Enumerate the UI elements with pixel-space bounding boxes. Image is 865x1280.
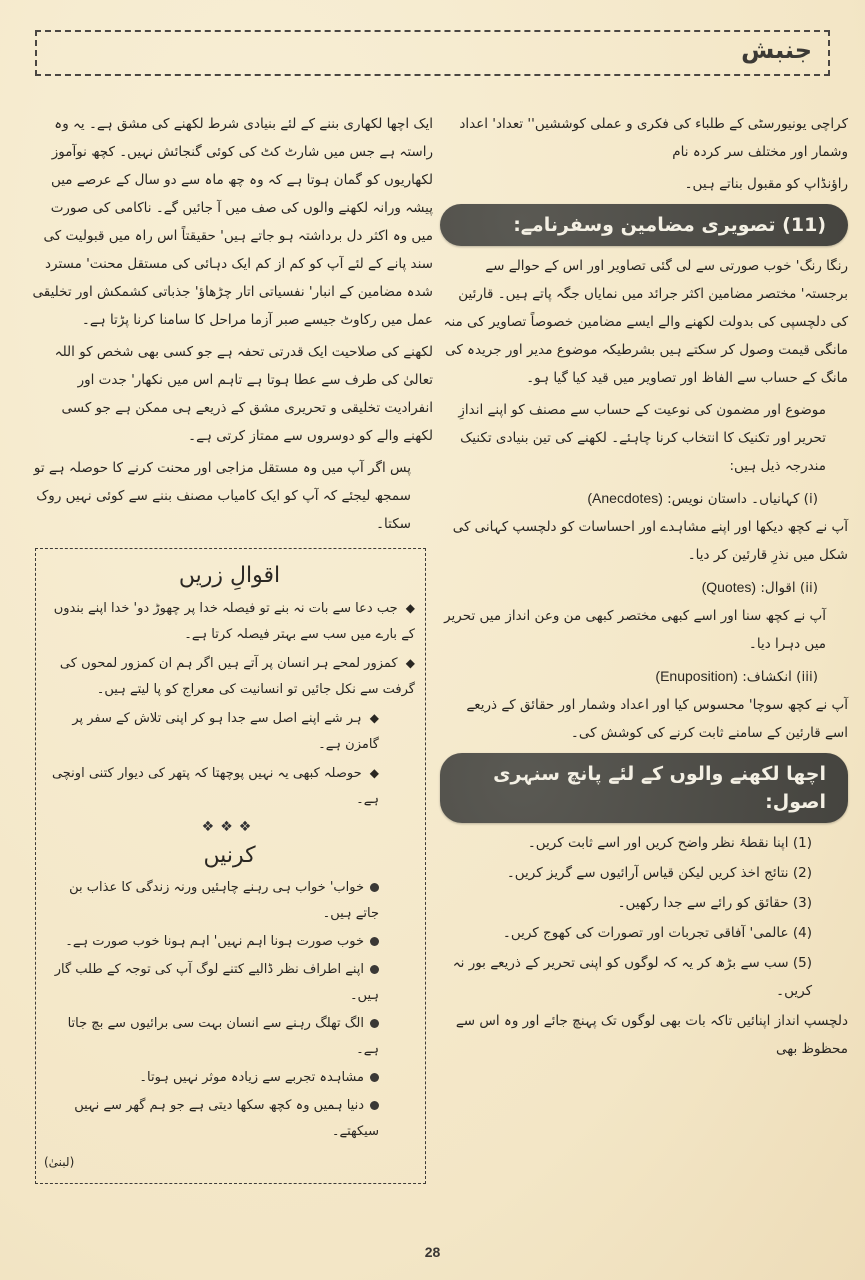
golden-rule-5: (5) سب سے بڑھ کر یہ کہ لوگوں کو اپنی تحریر کے ذریعے بور نہ کریں۔ bbox=[452, 955, 812, 999]
quote-item bbox=[44, 650, 415, 703]
left-paragraph-1: ایک اچھا لکھاری بننے کے لئے بنیادی شرط لکھنے کی مشق ہے۔ یہ وہ راستہ ہے جس میں شارٹ کٹ کی کوئی گنجائش نہیں۔ کچھ نوآموز لکھاریوں کو گمان ہوتا ہے کہ وہ چھ ماہ سے دو سال کے عرصے میں پیشہ ورانہ لکھنے والوں کی صف میں آ جائیں گے۔ ناکامی کی صورت میں وہ اکثر دل برداشتہ ہو جاتے ہیں' حقیقتاً اس راہ میں قبولیت کی سند پانے کے لئے آپ کو کم از کم ایک دہائی کی مستقل محنت' مسترد شدہ مضامین کے انبار' نفسیاتی اتار چڑھاؤ' جذباتی کشمکش اور تخلیقی عمل میں رکاوٹ جیسے صبر آزما مراحل کا سامنا کرنا پڑتا ہے۔ bbox=[32, 116, 433, 328]
circle-bullet-icon bbox=[370, 1101, 379, 1110]
technique-1-title-en: (Anecdotes) bbox=[587, 490, 663, 506]
diamond-bullet-icon: ◆ bbox=[405, 656, 415, 670]
quote-item bbox=[44, 760, 415, 813]
golden-sayings-title: اقوالِ زریں bbox=[178, 563, 281, 588]
quote-text: ہر شے اپنے اصل سے جدا ہو کر اپنی تلاش کے سفر پر گامزن ہے۔ bbox=[72, 711, 379, 752]
ray-text: خوب صورت ہونا اہم نہیں' اہم ہونا خوب صورت ہے۔ bbox=[65, 934, 364, 949]
ray-text: مشاہدہ تجربے سے زیادہ موثر نہیں ہوتا۔ bbox=[139, 1070, 364, 1085]
left-column bbox=[28, 110, 433, 1184]
technique-3-heading bbox=[440, 662, 848, 691]
technique-2-text: آپ نے کچھ سنا اور اسے کبھی مختصر کبھی من وعن انداز میں تحریر میں دہرا دیا۔ bbox=[444, 608, 826, 652]
circle-bullet-icon bbox=[370, 1019, 379, 1028]
ray-item bbox=[44, 1065, 415, 1091]
quote-text: حوصلہ کبھی یہ نہیں پوچھتا کہ پتھر کی دیوار کتنی اونچی ہے۔ bbox=[51, 766, 379, 807]
intro-line-2: راؤنڈاپ کو مقبول بناتے ہیں۔ bbox=[684, 176, 848, 192]
quote-text: کمزور لمحے ہر انسان پر آتے ہیں اگر ہم ان کمزور لمحوں کی گرفت سے نکل جائیں تو انسانیت کی معراج کو پا لیتے ہیں۔ bbox=[59, 656, 415, 697]
ray-text: اپنے اطراف نظر ڈالیے کتنے لوگ آپ کی توجہ کے طلب گار ہیں۔ bbox=[54, 962, 379, 1003]
magazine-section-title: جنبش bbox=[741, 36, 812, 64]
quote-text: جب دعا سے بات نہ بنے تو فیصلہ خدا پر چھوڑ دو' خدا اپنے بندوں کے بارے میں سب سے بہتر فیصلہ کرتا ہے۔ bbox=[53, 601, 415, 642]
ray-item bbox=[44, 1093, 415, 1145]
ray-item bbox=[44, 929, 415, 955]
golden-rule-4: (4) عالمی' آفاقی تجربات اور تصورات کی کھوج کریں۔ bbox=[502, 925, 812, 941]
circle-bullet-icon bbox=[370, 965, 379, 974]
intro-line-1: کراچی یونیورسٹی کے طلباء کی فکری و عملی کوششیں'' تعداد' اعداد وشمار اور مختلف سر کردہ نام bbox=[459, 116, 848, 160]
section-11-heading: (11) تصویری مضامین وسفرنامے: bbox=[440, 204, 848, 246]
ray-item bbox=[44, 957, 415, 1009]
diamond-bullet-icon: ◆ bbox=[369, 711, 379, 725]
section-11-paragraph-1: رنگا رنگ' خوب صورتی سے لی گئی تصاویر اور اس کے حوالے سے برجستہ' مختصر مضامین اکثر جرائد میں نمایاں جگہ پاتے ہیں۔ قارئین کی دلچسپی کی بدولت لکھنے والے ایسے مضامین خصوصاً تصاویر کی منہ مانگی قیمت وصول کر سکتے ہیں بشرطیکہ موضوع مدیر اور جریدہ کی مانگ کے حساب سے الفاظ اور تصاویر میں قید کیا گیا ہو۔ bbox=[443, 258, 848, 386]
golden-rule-2: (2) نتائج اخذ کریں لیکن قیاس آرائیوں سے گریز کریں۔ bbox=[506, 865, 812, 881]
left-paragraph-3: پس اگر آپ میں وہ مستقل مزاجی اور محنت کرنے کا حوصلہ ہے تو سمجھ لیجئے کہ آپ کو ایک کامیاب مصنف بننے سے کوئی نہیں روک سکتا۔ bbox=[33, 460, 411, 532]
author-credit: (لبنیٰ) bbox=[44, 1155, 75, 1169]
page-number: 28 bbox=[424, 1244, 441, 1260]
ray-text: الگ تھلگ رہنے سے انسان بہت سی برائیوں سے بچ جاتا ہے۔ bbox=[67, 1016, 379, 1057]
technique-1-title-ur: (i) کہانیاں۔ داستان نویس: bbox=[667, 491, 818, 507]
technique-3-title-ur: (iii) انکشاف: bbox=[742, 669, 818, 685]
section-11-paragraph-2: موضوع اور مضمون کی نوعیت کے حساب سے مصنف کو اپنے اندازِ تحریر اور تکنیک کا انتخاب کرنا چاہئے۔ لکھنے کی تین بنیادی تکنیک مندرجہ ذیل ہیں: bbox=[458, 402, 826, 474]
quote-item bbox=[44, 595, 415, 648]
golden-rules-closing: دلچسپ انداز اپنائیں تاکہ بات بھی لوگوں تک پہنچ جائے اور وہ اس سے محظوظ بھی bbox=[455, 1013, 848, 1057]
quote-item bbox=[44, 705, 415, 758]
ray-item bbox=[44, 1011, 415, 1063]
circle-bullet-icon bbox=[370, 1073, 379, 1082]
diamond-bullet-icon: ◆ bbox=[405, 601, 415, 615]
technique-1-text: آپ نے کچھ دیکھا اور اپنے مشاہدے اور احساسات کو دلچسپ کہانی کی شکل میں نذرِ قارئین کر دیا۔ bbox=[452, 519, 848, 563]
technique-2-title-ur: (ii) اقوال: bbox=[760, 580, 818, 596]
golden-rules-heading: اچھا لکھنے والوں کے لئے پانچ سنہری اصول: bbox=[440, 753, 848, 823]
rays-title: کرنیں bbox=[203, 843, 256, 868]
technique-2-heading bbox=[440, 573, 848, 602]
technique-3-title-en: (Enuposition) bbox=[655, 668, 738, 684]
diamond-bullet-icon: ◆ bbox=[369, 766, 379, 780]
circle-bullet-icon bbox=[370, 937, 379, 946]
ray-text: دنیا ہمیں وہ کچھ سکھا دیتی ہے جو ہم گھر سے نہیں سیکھتے۔ bbox=[74, 1098, 379, 1139]
circle-bullet-icon bbox=[370, 883, 379, 892]
technique-1-heading bbox=[440, 484, 848, 513]
quotes-box bbox=[35, 548, 426, 1184]
ornament-divider-icon: ❖❖❖ bbox=[201, 819, 258, 835]
golden-rule-1: (1) اپنا نقطۂ نظر واضح کریں اور اسے ثابت کریں۔ bbox=[527, 835, 812, 851]
technique-2-title-en: (Quotes) bbox=[701, 579, 757, 595]
left-paragraph-2: لکھنے کی صلاحیت ایک قدرتی تحفہ ہے جو کسی بھی شخص کو اللہ تعالیٰ کی طرف سے عطا ہوتا ہے تاہم اس میں نکھار' جدت اور انفرادیت تخلیقی و تحریری مشق کے ذریعے ہی ممکن ہے جو کسی لکھنے والے کو دوسروں سے ممتاز کرتی ہے۔ bbox=[54, 344, 433, 444]
golden-rule-3: (3) حقائق کو رائے سے جدا رکھیں۔ bbox=[617, 895, 812, 911]
technique-3-text: آپ نے کچھ سوچا' محسوس کیا اور اعداد وشمار اور حقائق کے ذریعے اسے قارئین کے سامنے ثابت کرنے کی کوشش کی۔ bbox=[466, 697, 848, 741]
ray-text: خواب' خواب ہی رہنے چاہئیں ورنہ زندگی کا عذاب بن جاتے ہیں۔ bbox=[69, 880, 379, 921]
right-column bbox=[440, 110, 848, 1184]
ray-item bbox=[44, 875, 415, 927]
